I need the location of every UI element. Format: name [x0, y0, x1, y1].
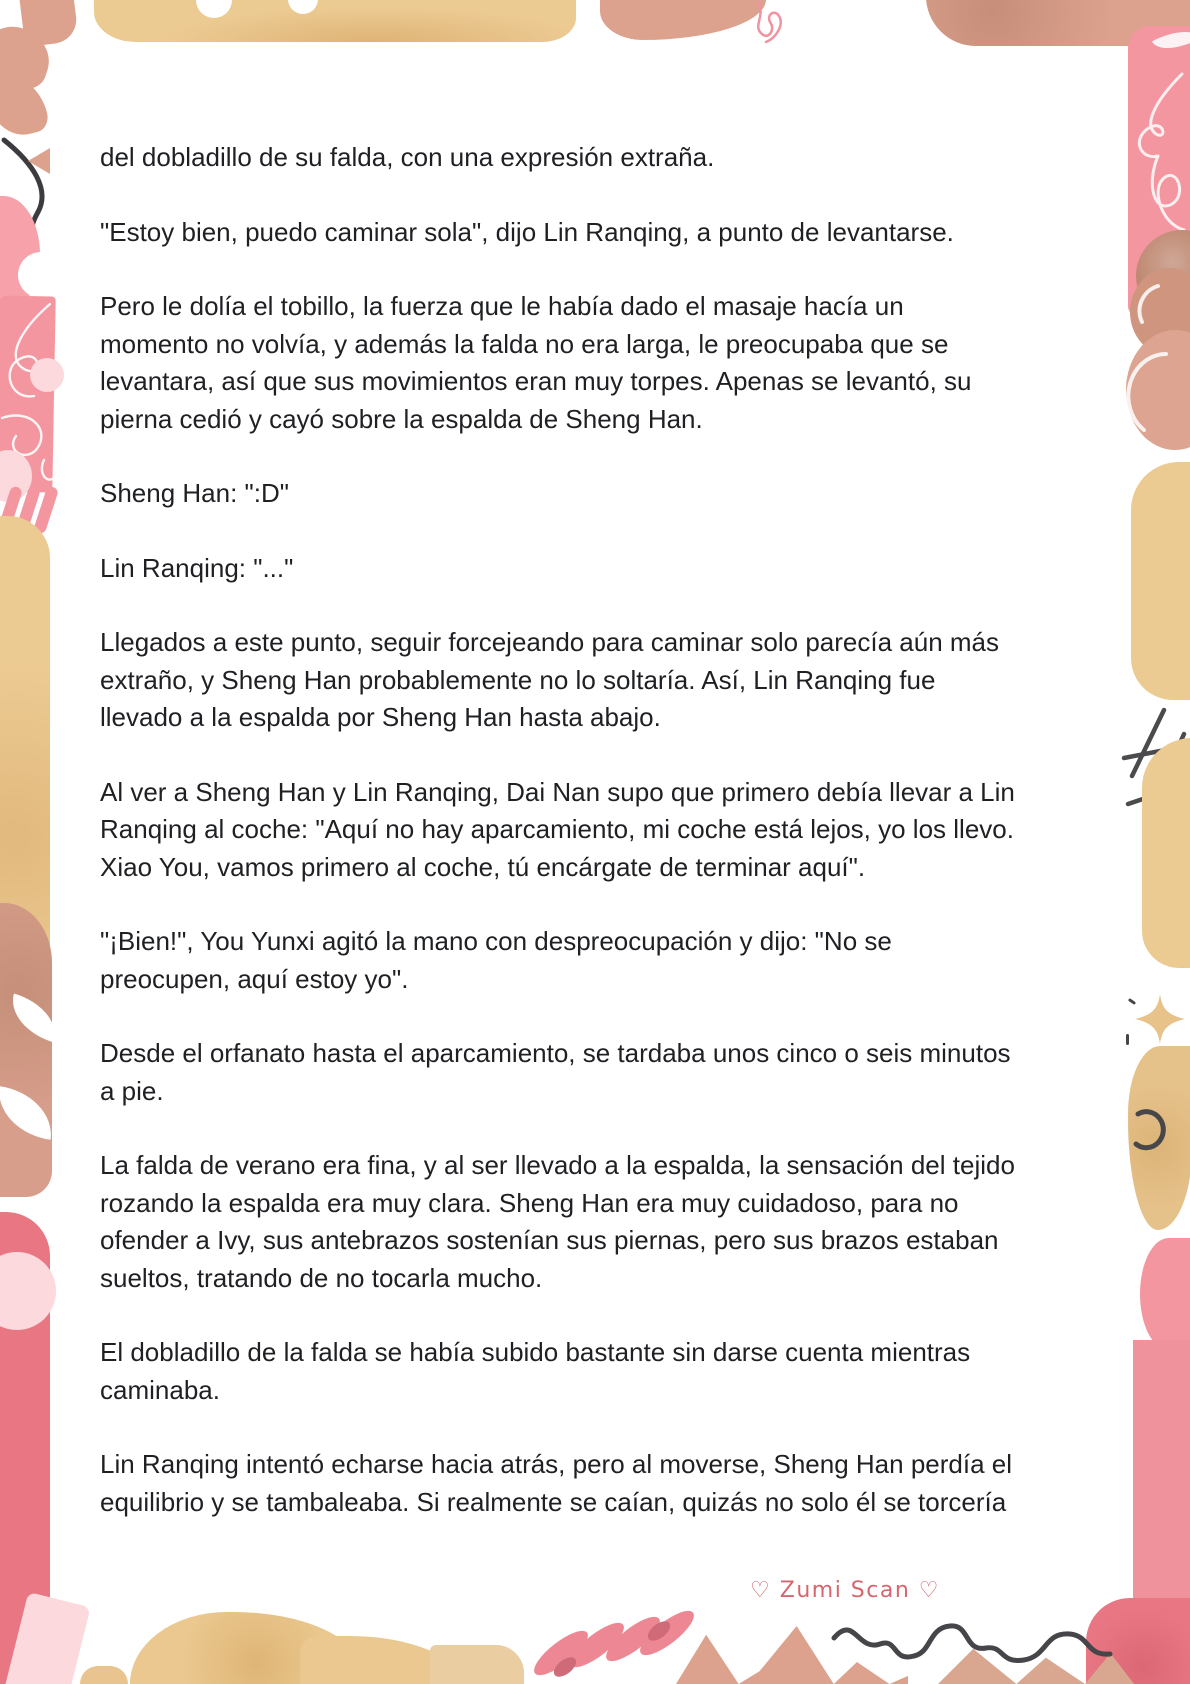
- right-tan-blob: [1142, 738, 1190, 968]
- paragraph: Al ver a Sheng Han y Lin Ranqing, Dai Nan supo que primero debía llevar a Lin Ranqing al coche: "Aquí no hay aparcamiento, mi coche está lejos, yo los llevo. Xiao You, vamos primero al coche, tú encárgate de terminar aquí".: [100, 776, 1015, 882]
- right-tan-blob: [1131, 462, 1190, 700]
- salmon-triangle-doodle: [28, 148, 50, 174]
- zigzag-squiggle-doodle: [828, 1608, 1128, 1678]
- scan-credit: ♡ Zumi Scan ♡: [750, 1578, 940, 1603]
- bottom-tan-bar: [430, 1645, 524, 1684]
- pink-ribbon-doodle: [736, 0, 792, 46]
- paragraph: Sheng Han: ":D": [100, 478, 290, 508]
- open-circle-doodle: [1124, 1104, 1172, 1156]
- white-arc-highlights: [1130, 280, 1190, 450]
- left-dusty-rose-band: [0, 903, 52, 1197]
- paragraph: Lin Ranqing intentó echarse hacia atrás, pero al moverse, Sheng Han perdía el equilibrio y se tambaleaba. Si realmente se caían, quizás no solo él se torcería: [100, 1449, 1013, 1517]
- white-circle-cutout: [18, 252, 64, 298]
- text-paragraphs: [100, 139, 1015, 1558]
- bottom-tan-bump: [80, 1666, 128, 1684]
- paragraph: "¡Bien!", You Yunxi agitó la mano con despreocupación y dijo: "No se preocupen, aquí estoy yo".: [100, 926, 892, 994]
- paragraph: Lin Ranqing: "...": [100, 552, 294, 583]
- paragraph: Pero le dolía el tobillo, la fuerza que le había dado el masaje hacía un momento no volvía, y además la falda no era larga, le preocupaba que se levantara, así que sus movimientos eran muy torpes. Apenas se levantó, su pierna cedió y cayó sobre la espalda de Sheng Han.: [100, 291, 972, 434]
- paragraph: Llegados a este punto, seguir forcejeando para caminar solo parecía aún más extraño, y Sheng Han probablemente no lo soltaría. Así, Lin Ranqing fue llevado a la espalda por Sheng Han hasta abajo.: [100, 627, 1000, 732]
- paragraph: La falda de verano era fina, y al ser llevado a la espalda, la sensación del tejido rozando la espalda era muy clara. Sheng Han era muy cuidadoso, para no ofender a Ivy, sus antebrazos sostenían sus piernas, pero sus brazos estaban sueltos, tratando de no tocarla mucho.: [100, 1150, 1015, 1293]
- paragraph: Desde el orfanato hasta el aparcamiento, se tardaba unos cinco o seis minutos a pie.: [100, 1038, 1011, 1106]
- top-tan-bar: [94, 0, 576, 42]
- paragraph: del dobladillo de su falda, con una expresión extraña.: [100, 142, 715, 172]
- light-pink-dot: [30, 358, 64, 392]
- right-pink-blob: [1140, 1238, 1190, 1350]
- white-leaf-doodle: [1152, 26, 1190, 59]
- paragraph: El dobladillo de la falda se había subido bastante sin darse cuenta mientras caminaba.: [100, 1337, 971, 1405]
- sparkle-icon: [1131, 992, 1189, 1046]
- paragraph: "Estoy bien, puedo caminar sola", dijo Lin Ranqing, a punto de levantarse.: [100, 216, 954, 247]
- ink-tick-doodle: [1126, 1034, 1129, 1045]
